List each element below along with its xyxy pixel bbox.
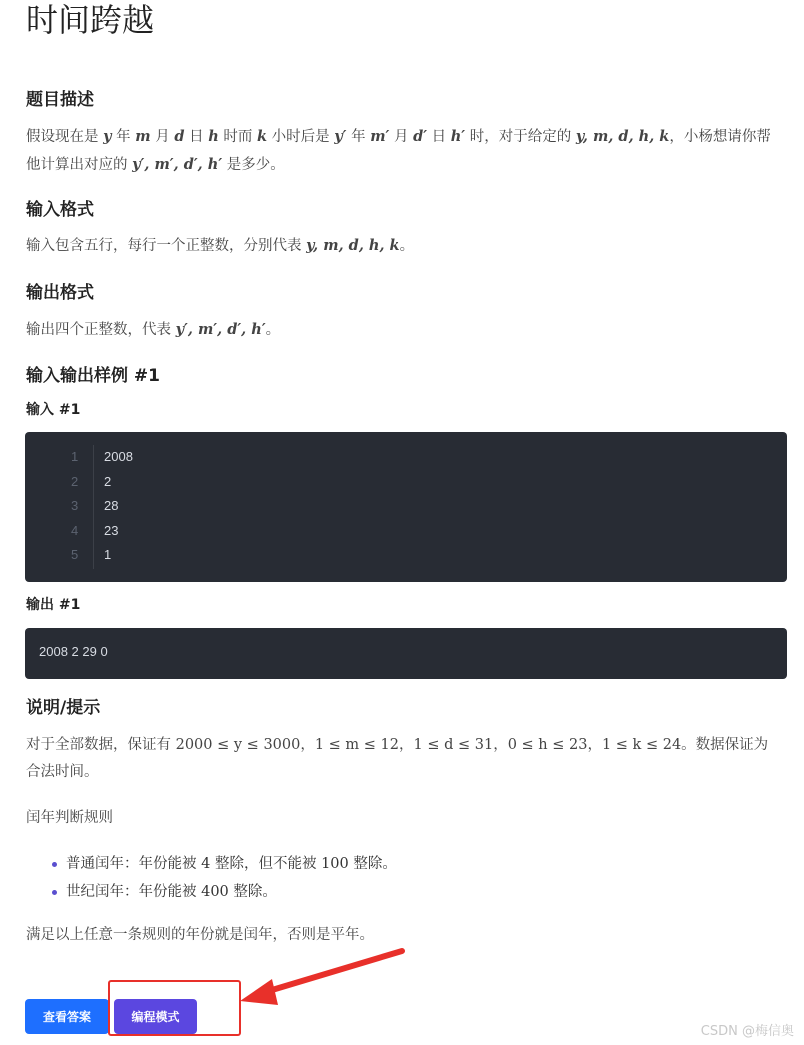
annotation-arrow-icon: [232, 945, 407, 1010]
output-format-text: 输出四个正整数，代表 y′, m′, d′, h′。: [26, 321, 281, 338]
code-line: 2008: [104, 449, 133, 464]
samples-heading: 输入输出样例 #1: [26, 366, 160, 386]
code-line: 2: [104, 473, 112, 489]
bullet-dot: [52, 862, 57, 867]
code-line: 23: [104, 522, 119, 538]
hint-heading: 说明/提示: [26, 698, 101, 718]
page-title: 时间跨越: [26, 1, 155, 39]
line-number: 4: [71, 522, 79, 538]
coding-mode-button[interactable]: 编程模式: [114, 999, 197, 1034]
line-number: 1: [71, 449, 79, 464]
code-line: 28: [104, 498, 119, 513]
input-format-heading: 输入格式: [26, 200, 94, 220]
line-number: 2: [71, 473, 79, 489]
leap-rules-list: [26, 850, 397, 906]
list-item: 世纪闰年：年份能被 400 整除。: [26, 878, 397, 906]
sample-output-code-block[interactable]: [25, 628, 787, 679]
leap-rule-conclusion: 满足以上任意一条规则的年份就是闰年，否则是平年。: [26, 927, 374, 943]
line-number: 3: [71, 498, 79, 513]
sample-output-label: 输出 #1: [26, 597, 81, 613]
description-text: 假设现在是 y 年 m 月 d 日 h 时而 k 小时后是 y′ 年 m′ 月 d′ 日 h′ 时，对于给定的 y, m, d, h, k，小杨想请你帮他计算出对应的 y′, m′, d′, h′ 是多少。: [26, 128, 771, 173]
leap-rule-title: 闰年判断规则: [26, 810, 113, 826]
bullet-dot: [52, 890, 57, 895]
line-number: 5: [71, 547, 79, 562]
sample-input-code-block[interactable]: [25, 432, 787, 582]
line-number-gutter: [25, 445, 94, 569]
description-heading: 题目描述: [26, 90, 94, 110]
watermark: CSDN @梅信奥: [700, 1024, 794, 1039]
view-answer-button[interactable]: 查看答案: [25, 999, 109, 1034]
sample-output-text: 2008 2 29 0: [39, 644, 108, 659]
input-format-text: 输入包含五行，每行一个正整数，分别代表 y, m, d, h, k。: [26, 237, 415, 254]
list-item: 普通闰年：年份能被 4 整除，但不能被 100 整除。: [26, 850, 397, 878]
hint-text: 对于全部数据，保证有 2000 ≤ y ≤ 3000，1 ≤ m ≤ 12，1 ≤ d ≤ 31，0 ≤ h ≤ 23，1 ≤ k ≤ 24。数据保证为合法时间。: [26, 737, 769, 780]
annotation-highlight-box: [108, 980, 241, 1036]
sample-input-label: 输入 #1: [26, 402, 81, 418]
output-format-heading: 输出格式: [26, 283, 94, 303]
code-line: 1: [104, 547, 112, 562]
